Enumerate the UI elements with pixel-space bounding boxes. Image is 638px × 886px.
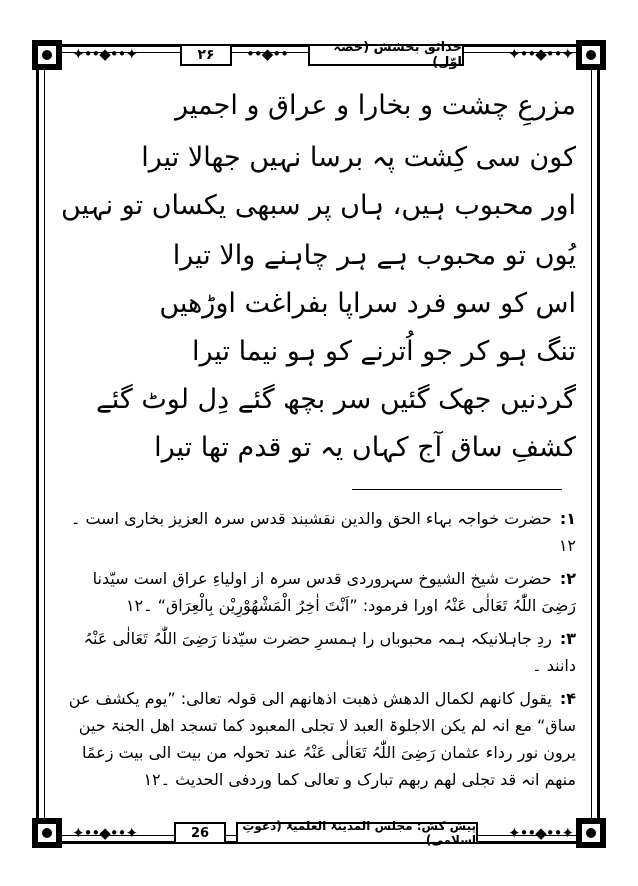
footer-page-number: 26 [174, 822, 226, 844]
border-ornament-bottom-left: ✦••◆••✦ [72, 824, 138, 842]
footnote-text: یقول کانھم لکمال الدھش ذھبت اذھانھم الی قولہ تعالی: ”یوم یکشف عن ساق“ مع انہ لم یکن الاجلوۃ العبد لا تجلی المعبود کما تسجد اھل الجنۃ حین یرون نور رداء عثمان رَضِیَ اللّٰہُ تَعَالٰی عَنْہُ عند تحولہ من بیت الی بیت زعمًا منھم انہ قد تجلی لھم ربھم تبارک و تعالی کما وردفی الحدیث ۔۱۲ [68, 689, 576, 789]
footnote-text: حضرت شیخ الشیوخ سہروردی قدس سرہ از اولیاءِ عراق است سیّدنا رَضِیَ اللّٰہُ تَعَالٰی عَنْہُ اورا فرمود: ”اَنْتَ اٰخِرُ الْمَشْھُوْرِیْن بِالْعِرَاق“ ۔۱۲ [92, 569, 576, 615]
footnote-number: ۲: [559, 569, 576, 588]
footnotes [62, 505, 576, 799]
header-page-number: ۲۶ [180, 44, 232, 66]
border-ornament-bottom-right: ✦••◆••✦ [508, 824, 574, 842]
verse-line-1: مزرعِ چشت و بخارا و عراق و اجمیر [174, 90, 576, 121]
border-ornament-top-left: ✦••◆••✦ [72, 45, 138, 63]
footnote-3 [62, 625, 576, 679]
footnote-separator [352, 489, 562, 490]
footnote-number: ۴: [559, 689, 576, 708]
verse-line-3: اور محبوب ہیں، ہاں پر سبھی یکساں تو نہیں [61, 190, 576, 221]
footnote-text: ردِ جاہلانیکہ ہمہ محبوباں را ہمسرِ حضرت سیّدنا رَضِیَ اللّٰہُ تَعَالٰی عَنْہُ دانند ۔ [83, 629, 576, 675]
verse-line-8: کشفِ ساق آج کہاں یہ تو قدم تھا تیرا [154, 432, 576, 463]
corner-ornament-bottom-right [574, 816, 608, 850]
footnote-text: حضرت خواجہ بہاء الحق والدین نقشبند قدس سرہ العزیز بخاری است ۔۱۲ [71, 509, 576, 555]
footer-publisher: پیش کش: مجلس المدینۃ العلمیۃ (دعوتِ اسلامی) [236, 822, 478, 844]
corner-ornament-bottom-left [30, 816, 64, 850]
footnote-number: ۱: [559, 509, 576, 528]
footnote-2 [62, 565, 576, 619]
verse-line-6: تنگ ہو کر جو اُترنے کو ہو نیما تیرا [191, 336, 576, 367]
verse-line-4: یُوں تو محبوب ہے ہر چاہنے والا تیرا [172, 240, 576, 271]
header-book-title: حدائق بخشش (حصہ اوّل) [308, 44, 464, 66]
verse-line-7: گردنیں جھک گئیں سر بچھ گئے دِل لوٹ گئے [95, 384, 576, 415]
verse-line-5: اس کو سو فرد سراپا بفراغت اوڑھیں [159, 288, 576, 319]
corner-ornament-top-right [574, 38, 608, 72]
corner-ornament-top-left [30, 38, 64, 72]
border-ornament-top-right: ✦••◆••✦ [508, 45, 574, 63]
footnote-1 [62, 505, 576, 559]
verse-line-2: کون سی کِشت پہ برسا نہیں جھالا تیرا [141, 142, 576, 173]
border-ornament-top-mid: ••◆•• [246, 45, 288, 63]
footnote-4 [62, 685, 576, 793]
footnote-number: ۳: [559, 629, 576, 648]
